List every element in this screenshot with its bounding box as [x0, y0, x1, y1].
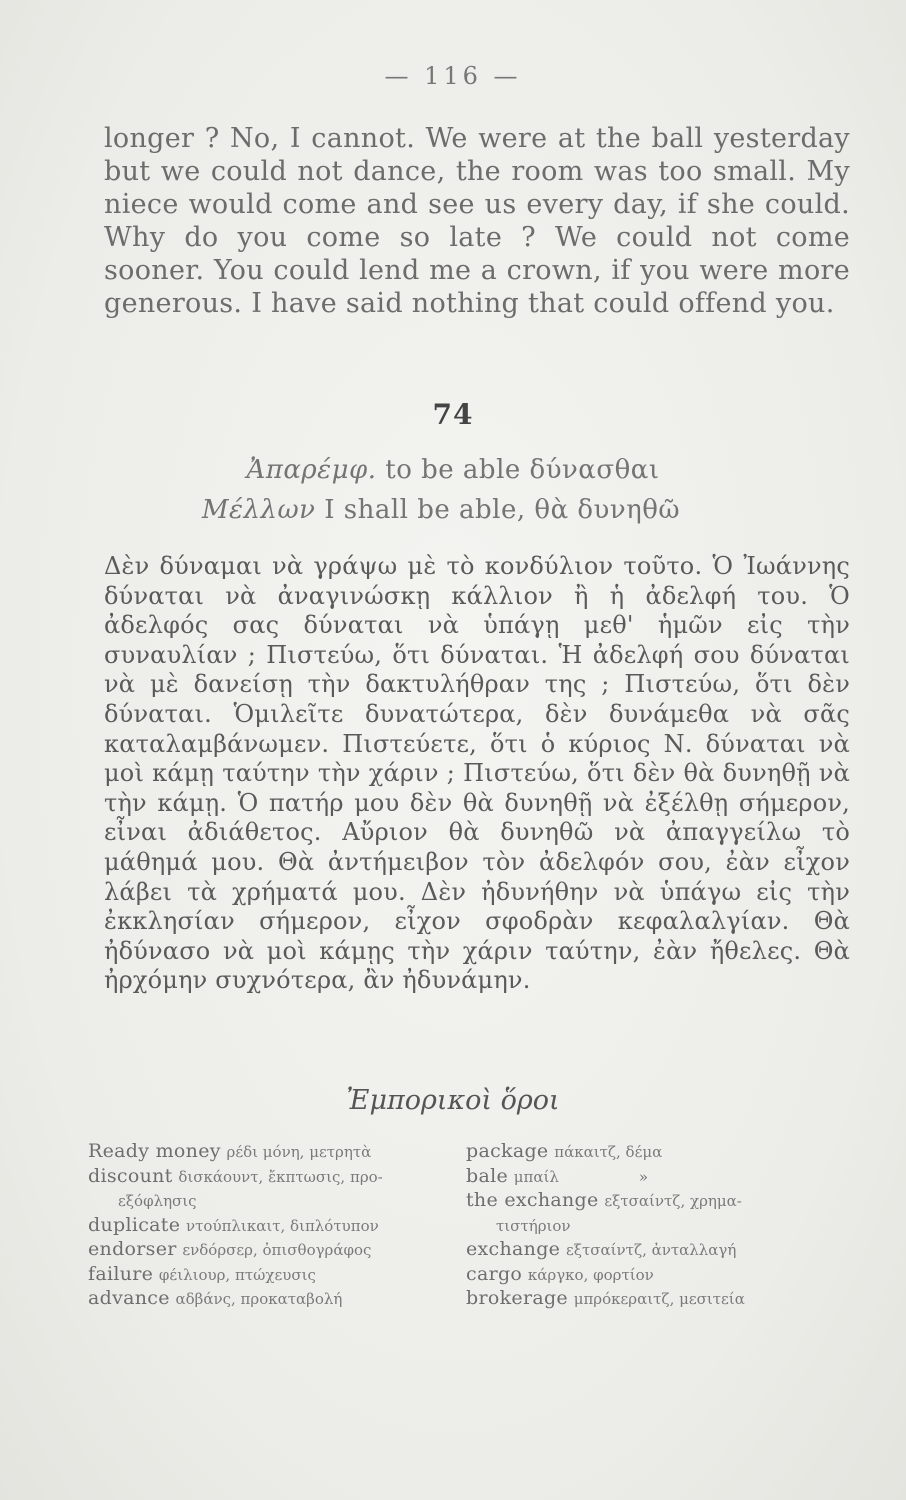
- term-row: [466, 1165, 826, 1190]
- term-greek: αδβάνς, προκαταβολή: [175, 1290, 343, 1308]
- term-greek: δισκάουντ, ἔκπτωσις, προ-: [178, 1167, 383, 1186]
- term-greek: φέιλιουρ, πτώχευσις: [158, 1265, 316, 1284]
- term-greek: μπρόκεραιτζ, μεσιτεία: [573, 1290, 745, 1308]
- term-row: [88, 1165, 466, 1190]
- term-greek: εξτσαίντζ, χρημα-: [604, 1192, 742, 1210]
- infinitive-label: Ἀπαρέμφ.: [246, 455, 377, 485]
- term-row: [88, 1287, 466, 1312]
- terms-right-column: [466, 1140, 826, 1312]
- term-english: advance: [88, 1287, 170, 1309]
- term-row: [88, 1140, 466, 1165]
- term-greek: εξτσαίντζ, ἀνταλλαγή: [565, 1241, 737, 1259]
- lesson-number: 74: [432, 398, 474, 431]
- term-row: [88, 1189, 466, 1214]
- term-english: package: [466, 1140, 549, 1162]
- term-english: cargo: [466, 1262, 523, 1285]
- term-greek: ενδόρσερ, ὀπισθογράφος: [182, 1241, 372, 1259]
- page-number: — 116 —: [384, 62, 522, 90]
- terms-left-column: [88, 1140, 466, 1312]
- term-english: Ready money: [88, 1140, 221, 1162]
- ditto-mark: »: [638, 1167, 649, 1186]
- future-label: Μέλλων: [201, 495, 316, 525]
- term-row: [466, 1189, 826, 1214]
- term-greek: ντούπλικαιτ, διπλότυπον: [186, 1216, 379, 1235]
- term-english: the exchange: [466, 1189, 599, 1211]
- term-greek: εξόφλησις: [118, 1192, 197, 1210]
- term-row: [466, 1287, 826, 1312]
- term-english: endorser: [88, 1238, 177, 1260]
- term-greek: πάκαιτζ, δέμα: [554, 1143, 663, 1161]
- future-text: I shall be able, θὰ δυνηθῶ: [324, 495, 681, 525]
- term-english: duplicate: [88, 1213, 181, 1236]
- greek-paragraph: Δὲν δύναμαι νὰ γράψω μὲ τὸ κονδύλιον τοῦτο. Ὁ Ἰωάννης δύναται νὰ ἀναγινώσκῃ κάλλιον ἢ ἡ ἀδελφή του. Ὁ ἀδελφός σας δύναται νὰ ὑπάγῃ μεθ' ἡμῶν εἰς τὴν συναυλίαν ; Πιστεύω, ὅτι δύναται. Ἡ ἀδελφή σου δύναται νὰ μὲ δανείσῃ τὴν δακτυλήθραν της ; Πιστεύω, ὅτι δὲν δύναται. Ὁμιλεῖτε δυνατώτερα, δὲν δυνάμεθα νὰ σᾶς καταλαμβάνωμεν. Πιστεύετε, ὅτι ὁ κύριος Ν. δύναται νὰ μοὶ κάμῃ ταύτην τὴν χάριν ; Πιστεύω, ὅτι δὲν θὰ δυνηθῇ νὰ τὴν κάμῃ. Ὁ πατήρ μου δὲν θὰ δυνηθῇ νὰ ἐξέλθῃ σήμερον, εἶναι ἀδιάθετος. Αὔριον θὰ δυνηθῶ νὰ ἀπαγγείλω τὸ μάθημά μου. Θὰ ἀντήμειβον τὸν ἀδελφόν σου, ἐὰν εἶχον λάβει τὰ χρήματά μου. Δὲν ἠδυνήθην νὰ ὑπάγω εἰς τὴν ἐκκλησίαν σήμερον, εἶχον σφοδρὰν κεφαλαλγίαν. Θὰ ἠδύνασο νὰ μοὶ κάμῃς τὴν χάριν ταύτην, ἐὰν ἤθελες. Θὰ ἠρχόμην συχνότερα, ἂν ἠδυνάμην.: [104, 552, 850, 995]
- term-row: [466, 1263, 826, 1288]
- terms-heading: Ἐμπορικοὶ ὅροι: [346, 1085, 560, 1116]
- english-paragraph: longer ? No, I cannot. We were at the ball yesterday but we could not dance, the room was too small. My niece would come and see us every day, if she could. Why do you come so late ? We could not come sooner. You could lend me a crown, if you were more generous. I have said nothing that could offend you.: [104, 123, 850, 319]
- infinitive-text: to be able δύνασθαι: [385, 455, 660, 485]
- term-greek: μπαίλ: [513, 1167, 559, 1186]
- term-english: failure: [88, 1262, 154, 1285]
- future-line: [0, 495, 894, 525]
- term-row: [466, 1214, 826, 1239]
- term-row: [466, 1238, 826, 1263]
- term-row: [88, 1238, 466, 1263]
- term-row: [88, 1263, 466, 1288]
- term-english: brokerage: [466, 1287, 568, 1309]
- term-greek: τιστήριον: [496, 1216, 571, 1235]
- term-greek: ρέδι μόνη, μετρητὰ: [226, 1143, 372, 1161]
- term-row: [88, 1214, 466, 1239]
- term-row: [466, 1140, 826, 1165]
- term-english: bale: [466, 1164, 509, 1187]
- term-english: discount: [88, 1164, 173, 1187]
- term-english: exchange: [466, 1238, 561, 1260]
- infinitive-line: [0, 455, 906, 485]
- term-greek: κάργκο, φορτίον: [527, 1265, 654, 1284]
